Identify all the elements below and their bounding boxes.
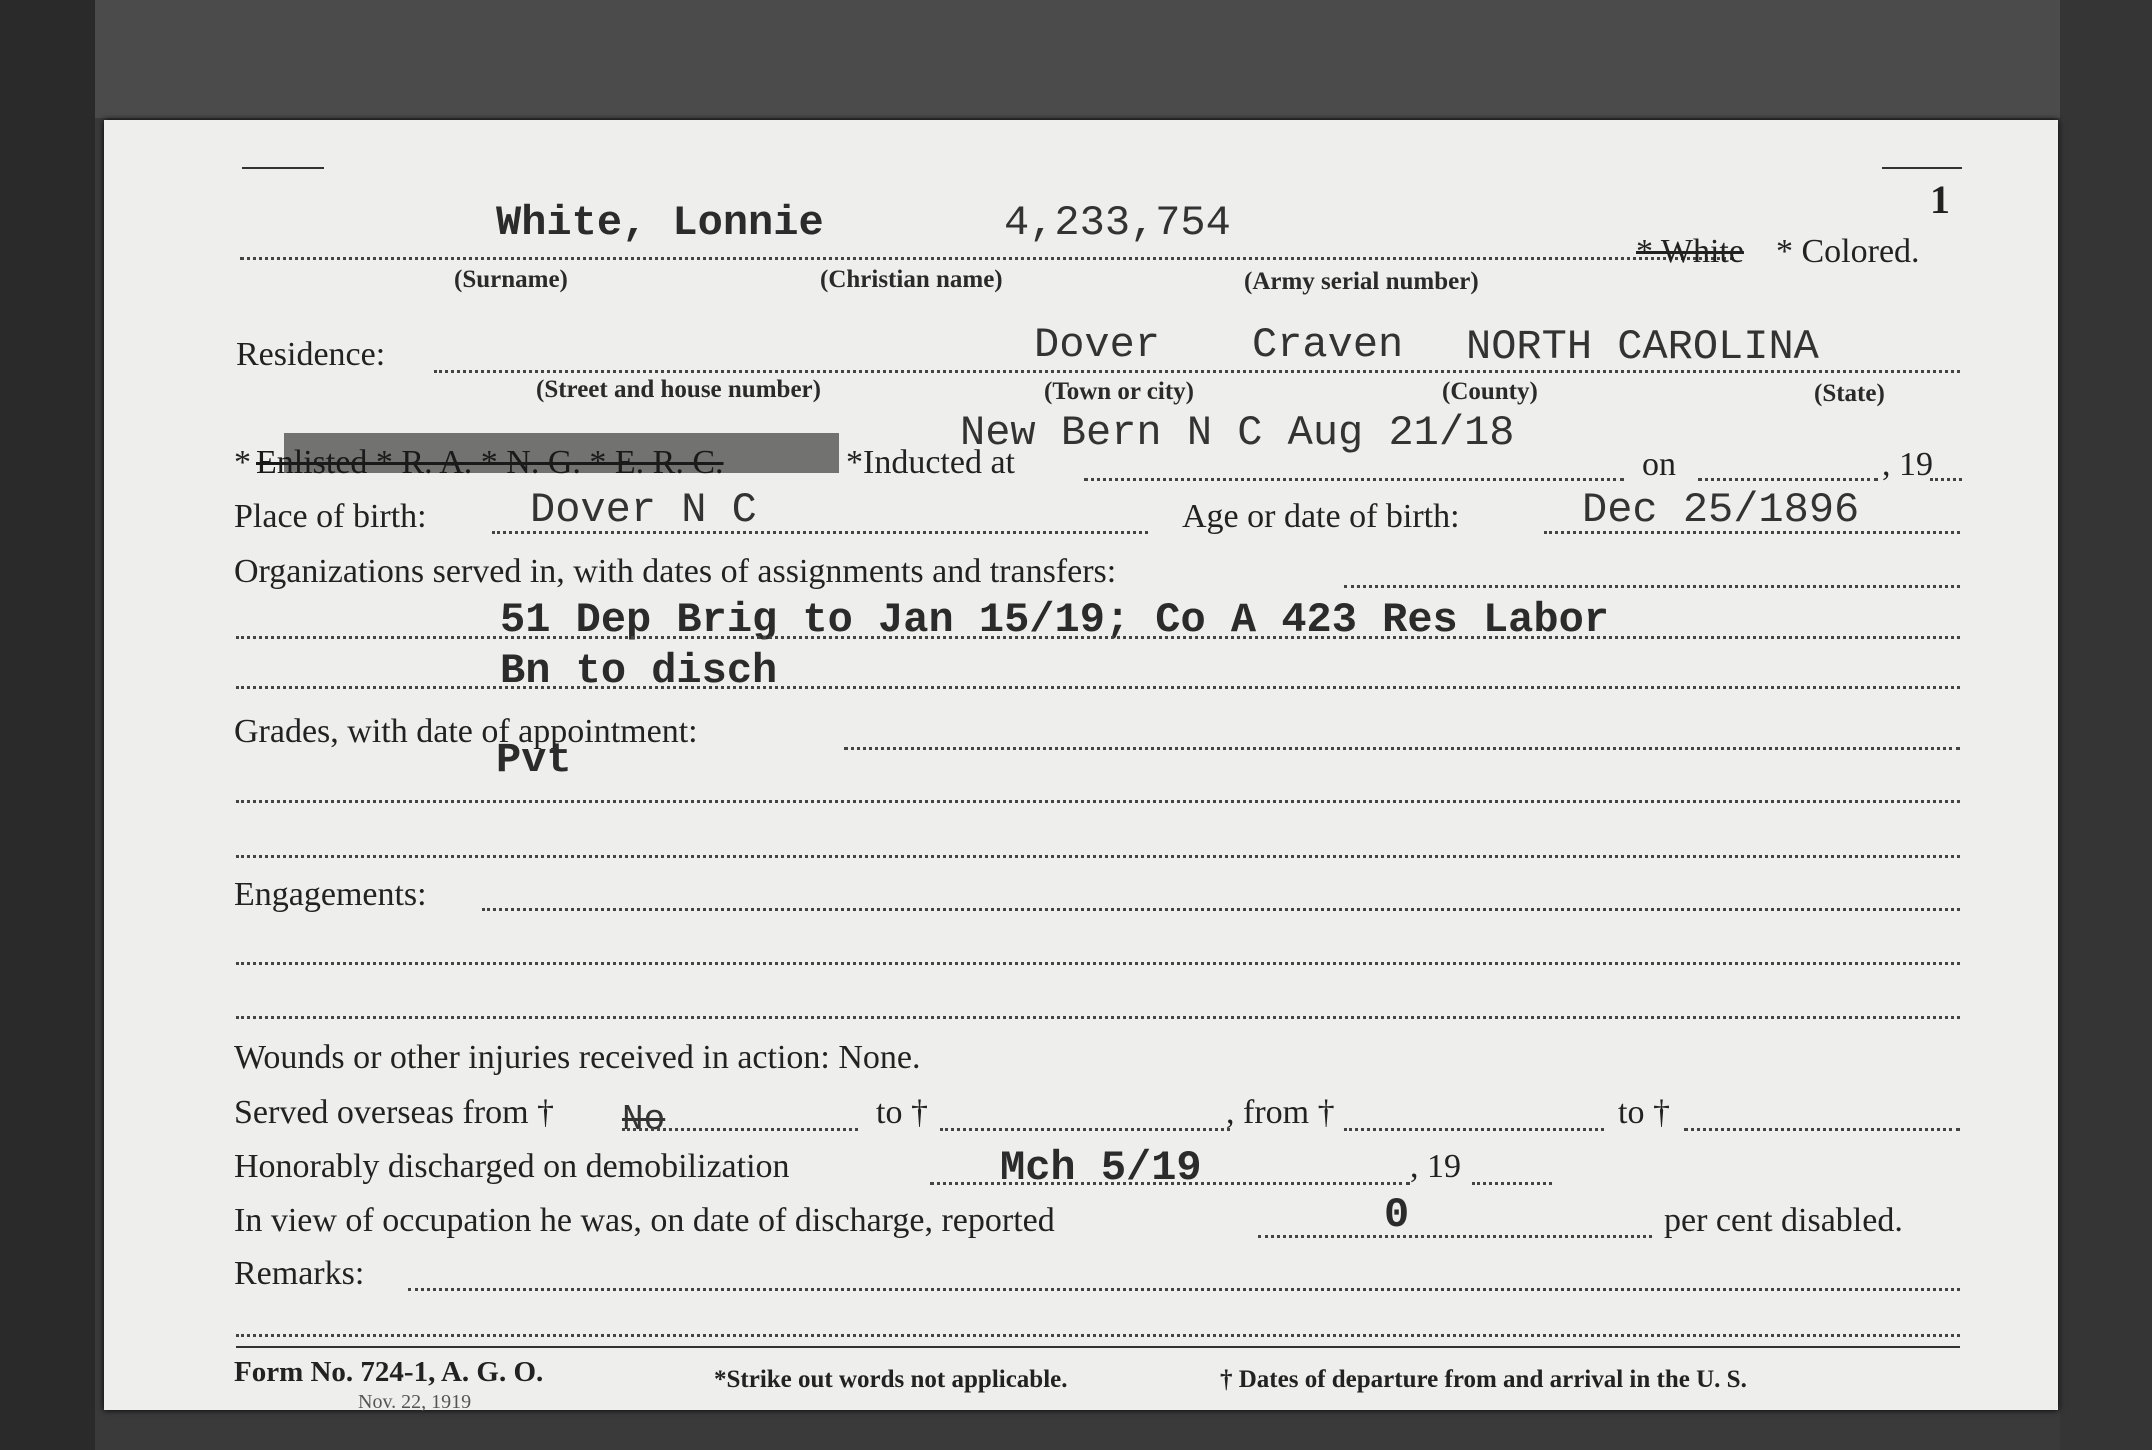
disability-label: In view of occupation he was, on date of discharge, reported [234, 1202, 1055, 1239]
army-serial-caption: (Army serial number) [1244, 268, 1479, 295]
residence-label: Residence: [236, 336, 386, 373]
engagements-line-1 [236, 962, 1960, 965]
inducted-line [1084, 478, 1624, 481]
place-of-birth-label: Place of birth: [234, 498, 427, 535]
age-line [1544, 531, 1960, 534]
grades-line-1 [236, 800, 1960, 803]
on-label: on [1642, 446, 1676, 483]
inducted-value: New Bern N C Aug 21/18 [960, 409, 1515, 457]
overseas-label: Served overseas from † [234, 1094, 555, 1131]
discharge-value: Mch 5/19 [1000, 1144, 1202, 1192]
wounds-label: Wounds or other injuries received in action: None. [234, 1039, 921, 1076]
page-number: 1 [1930, 177, 1950, 222]
top-left-rule [242, 167, 324, 169]
footnote-strike: *Strike out words not applicable. [714, 1366, 1068, 1393]
age-value: Dec 25/1896 [1582, 486, 1860, 534]
overseas-from-line-2 [1344, 1128, 1604, 1131]
form-number: Form No. 724-1, A. G. O. [234, 1356, 544, 1388]
service-record-card [104, 120, 2058, 1413]
residence-state: NORTH CAROLINA [1466, 323, 1819, 371]
discharge-label: Honorably discharged on demobilization [234, 1148, 790, 1185]
overseas-from-line [622, 1128, 858, 1131]
organizations-line-0 [1344, 585, 1960, 588]
footnote-dates: † Dates of departure from and arrival in the U. S. [1220, 1366, 1747, 1393]
organizations-line-2 [236, 686, 1960, 689]
discharge-year-line [1472, 1182, 1552, 1185]
grades-line-2 [236, 855, 1960, 858]
race-white: * White [1636, 233, 1744, 270]
disability-suffix: per cent disabled. [1664, 1202, 1903, 1239]
enlisted-options-struck: Enlisted * R. A. * N. G. * E. R. C. [256, 444, 724, 481]
race-colored: * Colored. [1776, 233, 1920, 270]
grades-label: Grades, with date of appointment: [234, 713, 698, 750]
scan-background-left [0, 0, 95, 1450]
remarks-label: Remarks: [234, 1255, 365, 1292]
engagements-line-0 [482, 908, 1960, 911]
overseas-to-line-1 [940, 1128, 1230, 1131]
organizations-line1-value: 51 Dep Brig to Jan 15/19; Co A 423 Res Labor [500, 596, 1609, 644]
overseas-to-label-2: to † [1618, 1094, 1670, 1131]
overseas-value: No [622, 1099, 666, 1140]
grades-line-0 [844, 747, 1960, 750]
overseas-from-label: , from † [1226, 1094, 1335, 1131]
name-value: White, Lonnie [496, 199, 824, 247]
engagements-line-2 [236, 1016, 1960, 1019]
age-label: Age or date of birth: [1182, 498, 1460, 535]
town-caption: (Town or city) [1044, 378, 1194, 405]
name-line [240, 257, 1734, 260]
organizations-line-1 [236, 636, 1960, 639]
scan-background-right [2060, 0, 2152, 1450]
surname-caption: (Surname) [454, 266, 568, 293]
scan-background-top [95, 0, 2152, 118]
overseas-to-label-1: to † [876, 1094, 928, 1131]
remarks-line-0 [408, 1288, 1960, 1291]
top-right-rule [1882, 167, 1962, 169]
footer-rule [236, 1346, 1960, 1348]
disability-value: 0 [1384, 1191, 1410, 1239]
discharge-year: , 19 [1410, 1148, 1461, 1185]
discharge-line [930, 1182, 1410, 1185]
state-caption: (State) [1814, 380, 1885, 407]
organizations-line2-value: Bn to disch [500, 647, 778, 695]
grades-value: Pvt [496, 736, 572, 784]
county-caption: (County) [1442, 378, 1538, 405]
christian-name-caption: (Christian name) [820, 266, 1003, 293]
place-of-birth-line [492, 531, 1148, 534]
residence-town: Dover [1034, 321, 1161, 369]
serial-value: 4,233,754 [1004, 199, 1231, 247]
year-label: , 19 [1882, 446, 1933, 483]
form-date: Nov. 22, 1919 [358, 1391, 472, 1413]
enlist-star: * [234, 444, 251, 481]
place-of-birth-value: Dover N C [530, 486, 757, 534]
inducted-label: *Inducted at [846, 444, 1015, 481]
engagements-label: Engagements: [234, 876, 427, 913]
remarks-line-1 [236, 1334, 1960, 1337]
disability-line [1258, 1235, 1652, 1238]
year-line [1930, 478, 1962, 481]
organizations-label: Organizations served in, with dates of assignments and transfers: [234, 553, 1117, 590]
residence-county: Craven [1252, 321, 1404, 369]
on-line [1698, 478, 1878, 481]
street-caption: (Street and house number) [536, 376, 821, 403]
overseas-to-line-2 [1684, 1128, 1960, 1131]
